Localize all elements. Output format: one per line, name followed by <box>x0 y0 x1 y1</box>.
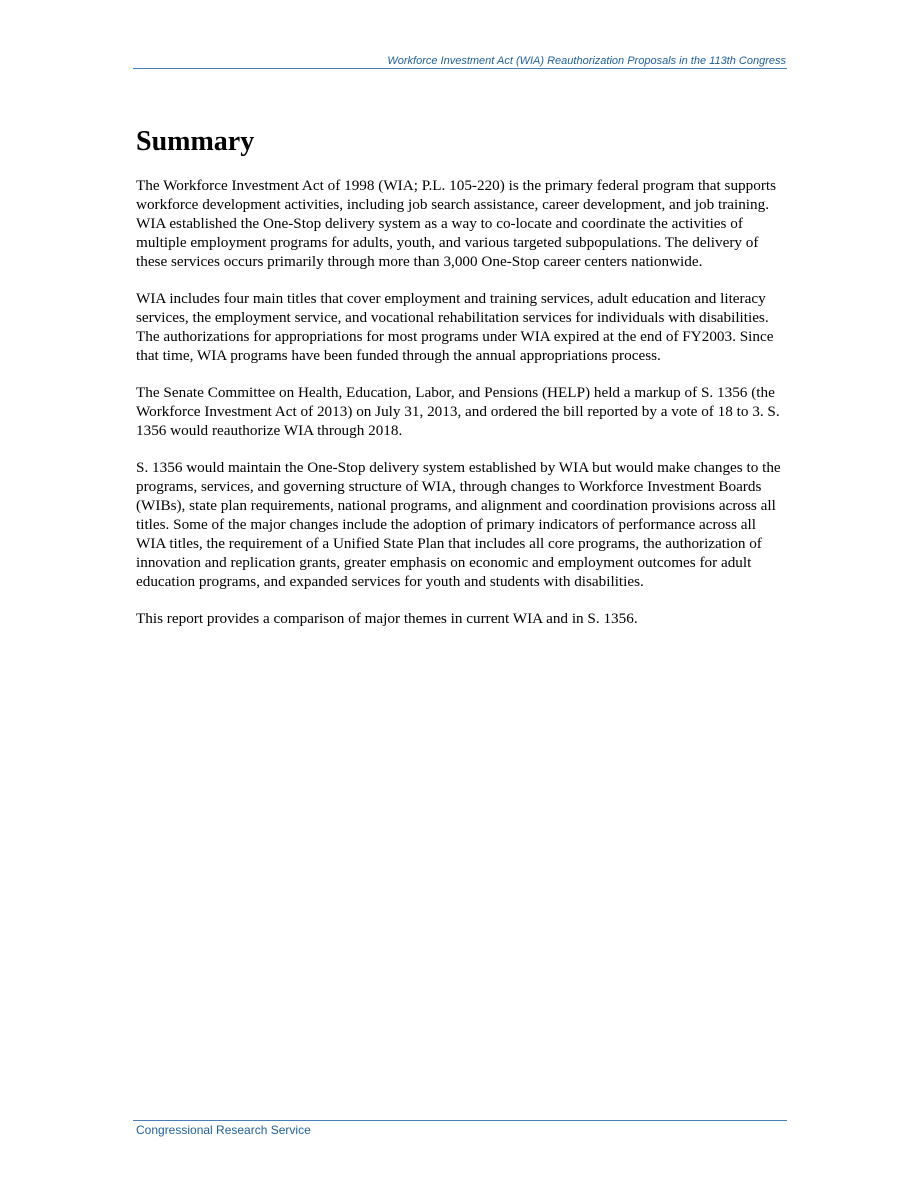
paragraph-2: WIA includes four main titles that cover employment and training services, adult education and literacy services, the employment service, and vocational rehabilitation services for individuals with disabilities. The authorizations for appropriations for most programs under WIA expired at the end of FY2003. Since that time, WIA programs have been funded through the annual appropriations process. <box>136 290 774 364</box>
paragraph-4: S. 1356 would maintain the One-Stop delivery system established by WIA but would make changes to the programs, services, and governing structure of WIA, through changes to Workforce Investment Boards (WIBs), state plan requirements, national programs, and alignment and coordination provisions across all titles. Some of the major changes include the adoption of primary indicators of performance across all WIA titles, the requirement of a Unified State Plan that includes all core programs, the authorization of innovation and replication grants, greater emphasis on economic and employment outcomes for adult education programs, and expanded services for youth and students with disabilities. <box>136 459 781 590</box>
paragraph-1: The Workforce Investment Act of 1998 (WIA; P.L. 105-220) is the primary federal program that supports workforce development activities, including job search assistance, career development, and job training. WIA established the One-Stop delivery system as a way to co-locate and coordinate the activities of multiple employment programs for adults, youth, and various targeted subpopulations. The delivery of these services occurs primarily through more than 3,000 One-Stop career centers nationwide. <box>136 177 776 270</box>
paragraph-5: This report provides a comparison of major themes in current WIA and in S. 1356. <box>136 610 638 627</box>
header-divider <box>133 68 787 69</box>
page-title: Summary <box>136 126 255 157</box>
summary-body <box>136 176 786 646</box>
footer-divider <box>133 1120 787 1121</box>
paragraph-3: The Senate Committee on Health, Education, Labor, and Pensions (HELP) held a markup of S. 1356 (the Workforce Investment Act of 2013) on July 31, 2013, and ordered the bill reported by a vote of 18 to 3. S. 1356 would reauthorize WIA through 2018. <box>136 384 780 439</box>
running-header: Workforce Investment Act (WIA) Reauthorization Proposals in the 113th Congress <box>387 55 786 67</box>
footer-publisher: Congressional Research Service <box>136 1123 311 1137</box>
